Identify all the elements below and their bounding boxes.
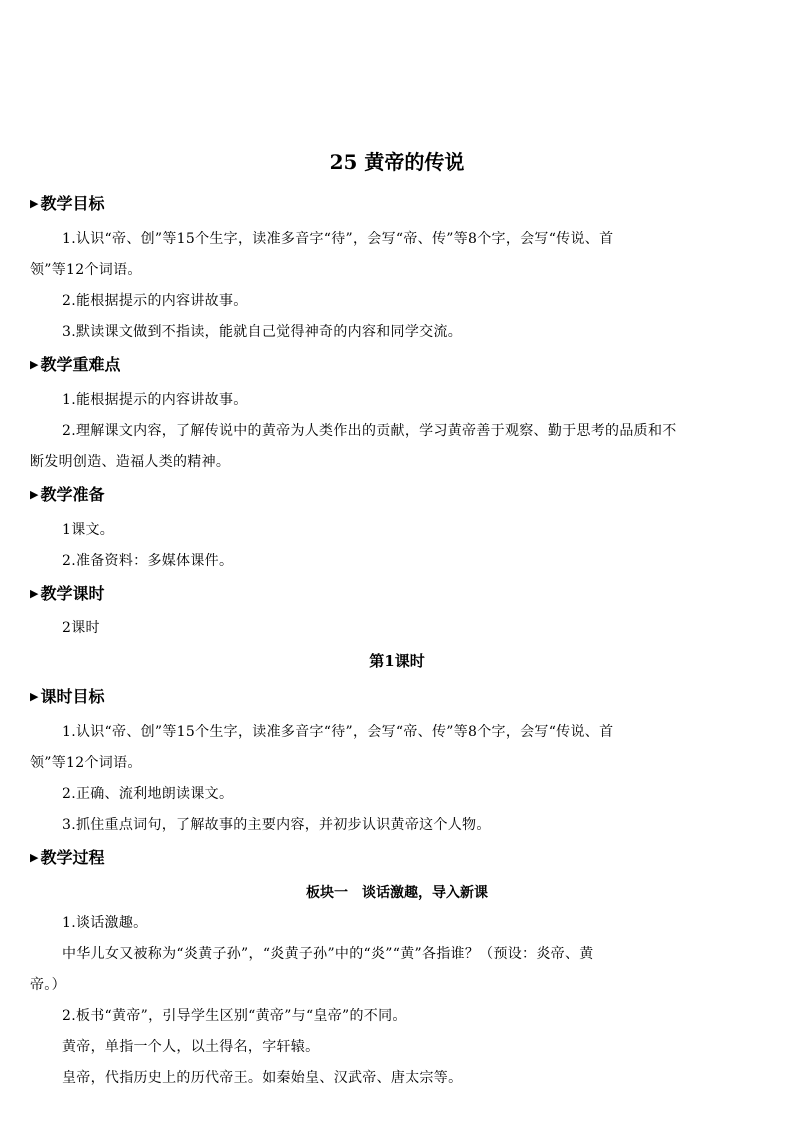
- section-heading-label: 教学过程: [40, 848, 105, 867]
- paragraph: 1.谈话激趣。: [62, 915, 148, 931]
- block-title: 板块一 谈话激趣，导入新课: [306, 885, 488, 901]
- paragraph: 中华儿女又被称为“炎黄子孙”，“炎黄子孙”中的“炎”“黄”各指谁？（预设：炎帝、黄: [62, 946, 594, 962]
- section-heading-label: 教学准备: [40, 485, 105, 504]
- section-heading-label: 教学重难点: [40, 355, 121, 374]
- triangle-bullet-icon: ▶: [30, 358, 39, 371]
- section-heading-label: 教学目标: [40, 194, 105, 213]
- triangle-bullet-icon: ▶: [30, 587, 39, 600]
- paragraph: 皇帝，代指历史上的历代帝王。如秦始皇、汉武帝、唐太宗等。: [62, 1070, 463, 1086]
- paragraph-continuation: 断发明创造、造福人类的精神。: [30, 454, 231, 470]
- paragraph-continuation: 领”等12个词语。: [30, 755, 142, 771]
- section-heading-goals: [30, 191, 104, 214]
- triangle-bullet-icon: ▶: [30, 851, 39, 864]
- lesson-title: 第1课时: [369, 652, 425, 670]
- section-heading-lesson-goals: [30, 684, 104, 707]
- paragraph: 1课文。: [62, 522, 115, 538]
- paragraph: 黄帝，单指一个人，以土得名，字轩辕。: [62, 1039, 320, 1055]
- paragraph: 2.正确、流利地朗读课文。: [62, 786, 234, 802]
- document-title: 25 黄帝的传说: [329, 150, 465, 174]
- section-heading-label: 课时目标: [40, 687, 105, 706]
- paragraph-continuation: 帝。）: [30, 977, 66, 993]
- paragraph: 2.板书“黄帝”，引导学生区别“黄帝”与“皇帝”的不同。: [62, 1008, 407, 1024]
- triangle-bullet-icon: ▶: [30, 197, 39, 210]
- section-heading-label: 教学课时: [40, 584, 105, 603]
- paragraph: 2.准备资料：多媒体课件。: [62, 553, 234, 569]
- section-heading-process: [30, 845, 104, 868]
- triangle-bullet-icon: ▶: [30, 488, 39, 501]
- paragraph: 2课时: [62, 620, 100, 636]
- paragraph: 2.理解课文内容，了解传说中的黄帝为人类作出的贡献，学习黄帝善于观察、勤于思考的品质和不: [62, 423, 677, 439]
- paragraph-continuation: 领”等12个词语。: [30, 262, 142, 278]
- paragraph: 1.认识“帝、创”等15个生字，读准多音字“待”，会写“帝、传”等8个字，会写“传说、首: [62, 724, 614, 740]
- paragraph: 1.能根据提示的内容讲故事。: [62, 392, 248, 408]
- triangle-bullet-icon: ▶: [30, 690, 39, 703]
- paragraph: 1.认识“帝、创”等15个生字，读准多音字“待”，会写“帝、传”等8个字，会写“传说、首: [62, 231, 614, 247]
- section-heading-keypoints: [30, 352, 120, 375]
- paragraph: 2.能根据提示的内容讲故事。: [62, 293, 248, 309]
- section-heading-hours: [30, 581, 104, 604]
- paragraph: 3.抓住重点词句，了解故事的主要内容，并初步认识黄帝这个人物。: [62, 817, 491, 833]
- paragraph: 3.默读课文做到不指读，能就自己觉得神奇的内容和同学交流。: [62, 324, 463, 340]
- section-heading-prep: [30, 482, 104, 505]
